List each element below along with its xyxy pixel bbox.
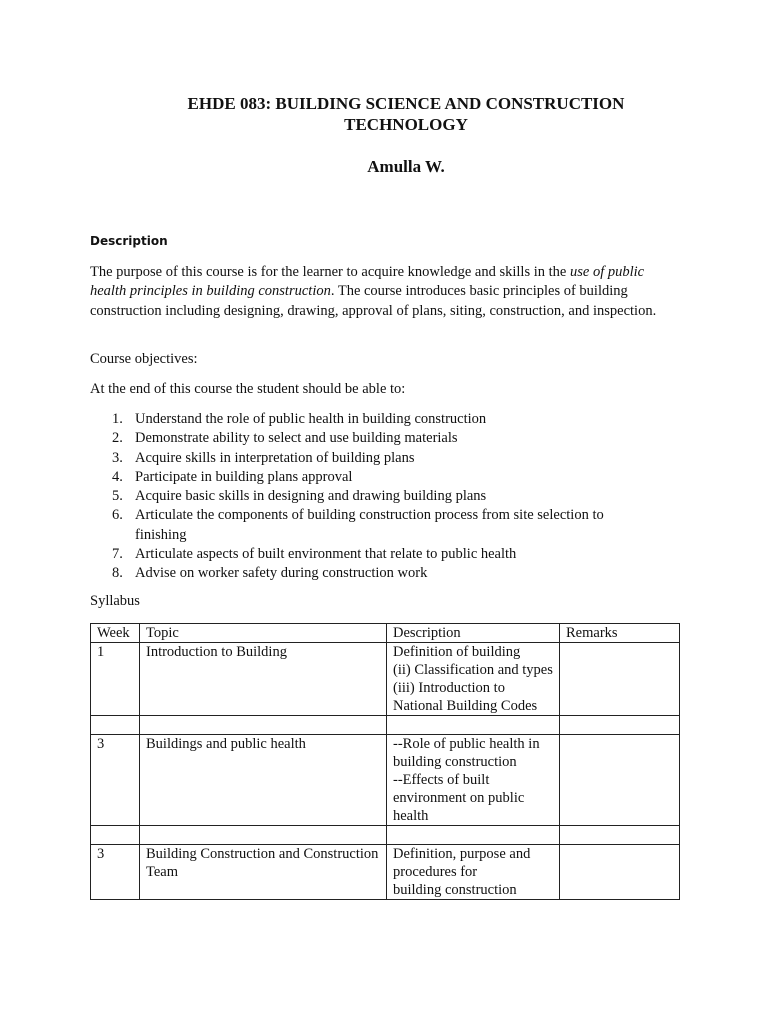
table-row-empty xyxy=(91,826,680,845)
list-item-number: 8. xyxy=(112,565,123,582)
table-header-row xyxy=(91,624,680,643)
list-item-number: 4. xyxy=(112,468,123,485)
table-row xyxy=(91,845,680,900)
cell-description: --Role of public health in building construction --Effects of built environment on public health xyxy=(387,735,560,826)
purpose-intro: The purpose of this course is for the learner to acquire knowledge and skills in the xyxy=(90,264,570,280)
list-item-number: 2. xyxy=(112,430,123,447)
list-item-text: Advise on worker safety during construction work xyxy=(135,565,428,582)
column-header-remarks: Remarks xyxy=(560,624,680,643)
syllabus-label: Syllabus xyxy=(90,593,140,609)
cell-topic: Building Construction and Construction Team xyxy=(140,845,387,900)
list-item-text: Articulate aspects of built environment that relate to public health xyxy=(135,546,517,563)
cell-week: 3 xyxy=(91,735,140,826)
list-item xyxy=(90,506,650,545)
list-item xyxy=(90,468,650,487)
list-item xyxy=(90,449,650,468)
course-title-line-2: TECHNOLOGY xyxy=(344,115,468,134)
list-item-text: Acquire skills in interpretation of building plans xyxy=(135,449,415,466)
cell-description: Definition of building (ii) Classification and types (iii) Introduction to National Building Codes xyxy=(387,643,560,716)
list-item-text: Articulate the components of building construction process from site selection to finishing xyxy=(135,507,604,543)
table-row xyxy=(91,735,680,826)
list-item-number: 7. xyxy=(112,546,123,563)
list-item-number: 5. xyxy=(112,488,123,505)
purpose-emphasis: use of public health principles in building construction xyxy=(90,264,645,300)
list-item-number: 1. xyxy=(112,411,123,427)
cell-topic: Introduction to Building xyxy=(140,643,387,716)
column-header-week: Week xyxy=(91,624,140,643)
cell-week: 3 xyxy=(91,845,140,900)
list-item xyxy=(90,429,650,448)
list-item-number: 3. xyxy=(112,449,123,466)
list-item-text: Participate in building plans approval xyxy=(135,468,353,485)
column-header-description: Description xyxy=(387,624,560,643)
list-item xyxy=(90,564,650,583)
course-title xyxy=(0,93,768,135)
cell-topic: Buildings and public health xyxy=(140,735,387,826)
cell-remarks xyxy=(560,845,680,900)
purpose-rest: . The course introduces basic principles of building construction including designing, drawing, approval of plans, siting, construction, and inspection. xyxy=(90,283,657,319)
list-item-text: Acquire basic skills in designing and drawing building plans xyxy=(135,488,487,505)
column-header-topic: Topic xyxy=(140,624,387,643)
syllabus-table xyxy=(90,623,680,900)
course-title-line-1: EHDE 083: BUILDING SCIENCE AND CONSTRUCTION xyxy=(187,94,625,113)
cell-description: Definition, purpose and procedures for building construction xyxy=(387,845,560,900)
objectives-label: Course objectives: xyxy=(90,351,198,367)
table-row xyxy=(91,643,680,716)
table-row-empty xyxy=(91,716,680,735)
list-item-number: 6. xyxy=(112,507,123,524)
list-item xyxy=(90,487,650,506)
list-item-text: Demonstrate ability to select and use building materials xyxy=(135,430,458,447)
list-item xyxy=(90,410,650,429)
list-item-text: Understand the role of public health in building construction xyxy=(135,411,487,427)
cell-remarks xyxy=(560,735,680,826)
author-name: Amulla W. xyxy=(367,157,445,176)
objectives-intro: At the end of this course the student should be able to: xyxy=(90,381,406,397)
description-heading: Description xyxy=(90,234,168,248)
cell-remarks xyxy=(560,643,680,716)
purpose-paragraph xyxy=(90,263,680,321)
objectives-list xyxy=(90,410,650,584)
cell-week: 1 xyxy=(91,643,140,716)
list-item xyxy=(90,545,650,564)
